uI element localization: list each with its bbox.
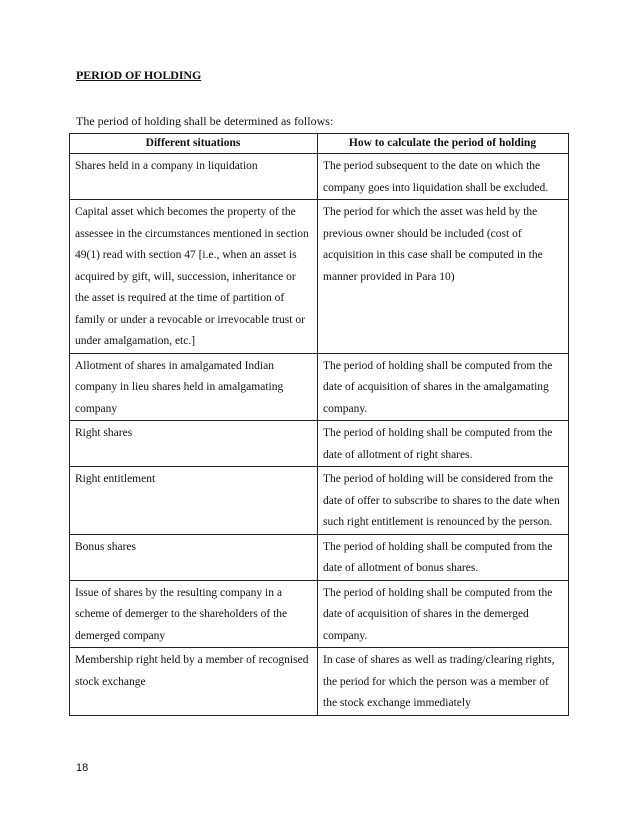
table-row <box>70 200 569 354</box>
situation-cell: Issue of shares by the resulting company in a scheme of demerger to the shareholders of the demerged company <box>70 580 318 648</box>
situation-cell: Capital asset which becomes the property of the assessee in the circumstances mentioned in section 49(1) read with section 47 [i.e., when an asset is acquired by gift, will, succession, inheritance or the asset is required at the time of partition of family or under a revocable or irrevocable trust or under amalgamation, etc.] <box>70 200 318 354</box>
table-row <box>70 154 569 200</box>
section-heading: PERIOD OF HOLDING <box>76 68 202 82</box>
calculation-cell: The period of holding shall be computed from the date of allotment of bonus shares. <box>318 534 569 580</box>
holding-period-table <box>69 133 569 716</box>
situation-cell: Allotment of shares in amalgamated Indian company in lieu shares held in amalgamating company <box>70 353 318 421</box>
table-row <box>70 534 569 580</box>
table-row <box>70 648 569 716</box>
situation-cell: Bonus shares <box>70 534 318 580</box>
situation-cell: Membership right held by a member of recognised stock exchange <box>70 648 318 716</box>
calculation-cell: The period subsequent to the date on which the company goes into liquidation shall be excluded. <box>318 154 569 200</box>
column-header-calculation: How to calculate the period of holding <box>318 134 569 154</box>
table-row <box>70 421 569 467</box>
table-header-row <box>70 134 569 154</box>
situation-cell: Shares held in a company in liquidation <box>70 154 318 200</box>
calculation-cell: The period for which the asset was held by the previous owner should be included (cost of acquisition in this case shall be computed in the manner provided in Para 10) <box>318 200 569 354</box>
calculation-cell: The period of holding shall be computed from the date of acquisition of shares in the amalgamating company. <box>318 353 569 421</box>
table-row <box>70 580 569 648</box>
calculation-cell: The period of holding shall be computed from the date of acquisition of shares in the demerged company. <box>318 580 569 648</box>
calculation-cell: In case of shares as well as trading/clearing rights, the period for which the person was a member of the stock exchange immediately <box>318 648 569 716</box>
column-header-situations: Different situations <box>70 134 318 154</box>
table-row <box>70 353 569 421</box>
situation-cell: Right shares <box>70 421 318 467</box>
calculation-cell: The period of holding shall be computed from the date of allotment of right shares. <box>318 421 569 467</box>
calculation-cell: The period of holding will be considered from the date of offer to subscribe to shares to the date when such right entitlement is renounced by the person. <box>318 467 569 535</box>
situation-cell: Right entitlement <box>70 467 318 535</box>
page-number: 18 <box>76 762 89 774</box>
intro-text: The period of holding shall be determined as follows: <box>76 114 334 128</box>
table-row <box>70 467 569 535</box>
